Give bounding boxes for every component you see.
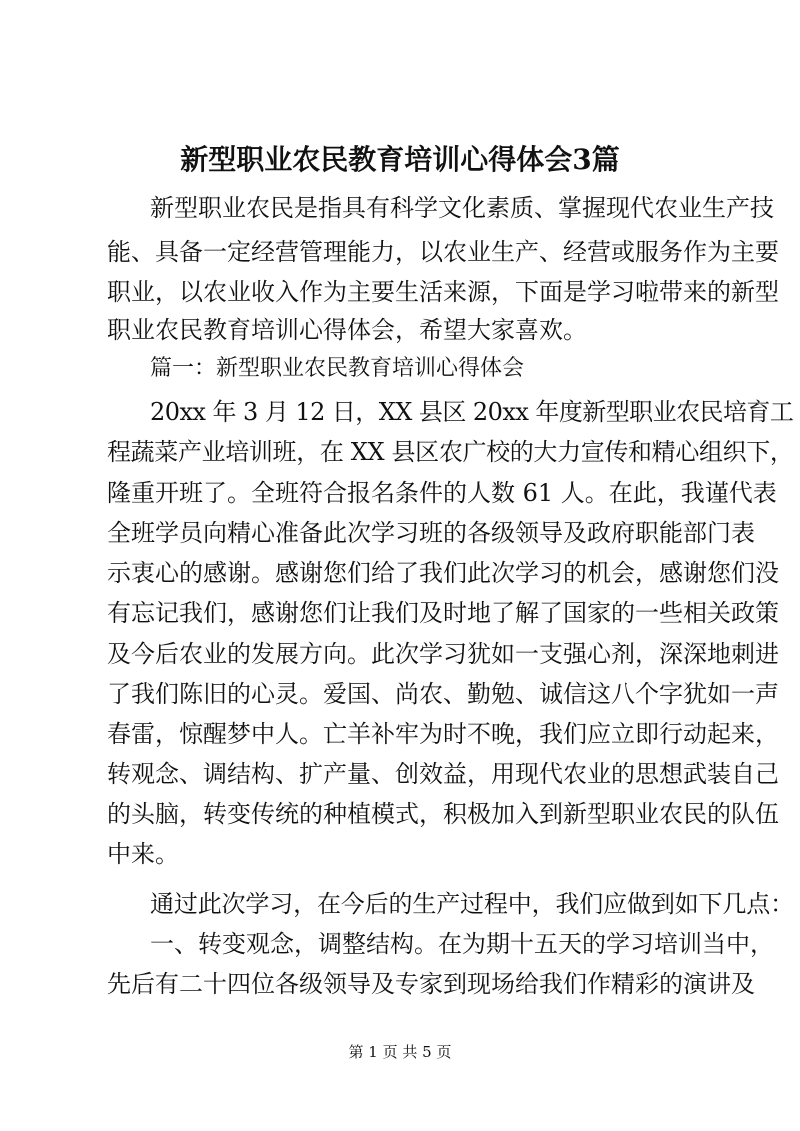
- body-line: 通过此次学习，在今后的生产过程中，我们应做到如下几点：: [150, 890, 794, 918]
- body-line: 一、转变观念，调整结构。在为期十五天的学习培训当中，: [150, 930, 774, 958]
- page-footer: 第 1 页 共 5 页: [348, 1043, 452, 1061]
- body-line: 有忘记我们，感谢您们让我们及时地了解了国家的一些相关政策: [107, 599, 779, 627]
- body-line: 职业农民教育培训心得体会，希望大家喜欢。: [107, 316, 587, 344]
- body-line: 程蔬菜产业培训班，在 XX 县区农广校的大力宣传和精心组织下，: [107, 438, 794, 466]
- body-line: 的头脑，转变传统的种植模式，积极加入到新型职业农民的队伍: [107, 800, 779, 828]
- body-line: 20xx 年 3 月 12 日，XX 县区 20xx 年度新型职业农民培育工: [150, 398, 794, 426]
- body-line: 新型职业农民是指具有科学文化素质、掌握现代农业生产技: [150, 194, 774, 222]
- body-line: 全班学员向精心准备此次学习班的各级领导及政府职能部门表: [107, 519, 755, 547]
- body-line: 转观念、调结构、扩产量、创效益，用现代农业的思想武装自己: [107, 760, 779, 788]
- body-line: 职业，以农业收入作为主要生活来源，下面是学习啦带来的新型: [107, 278, 779, 306]
- body-line: 了我们陈旧的心灵。爱国、尚农、勤勉、诚信这八个字犹如一声: [107, 680, 779, 708]
- document-title: 新型职业农民教育培训心得体会3篇: [180, 143, 620, 176]
- body-line: 隆重开班了。全班符合报名条件的人数 61 人。在此，我谨代表: [107, 479, 777, 507]
- body-line: 示衷心的感谢。感谢您们给了我们此次学习的机会，感谢您们没: [107, 559, 779, 587]
- body-line: 春雷，惊醒梦中人。亡羊补牢为时不晚，我们应立即行动起来，: [107, 720, 779, 748]
- section-heading: 篇一：新型职业农民教育培训心得体会: [150, 356, 525, 381]
- body-line: 及今后农业的发展方向。此次学习犹如一支强心剂，深深地刺进: [107, 640, 779, 668]
- body-line: 先后有二十四位各级领导及专家到现场给我们作精彩的演讲及: [107, 970, 755, 998]
- body-line: 中来。: [107, 840, 179, 868]
- body-line: 能、具备一定经营管理能力，以农业生产、经营或服务作为主要: [107, 238, 779, 266]
